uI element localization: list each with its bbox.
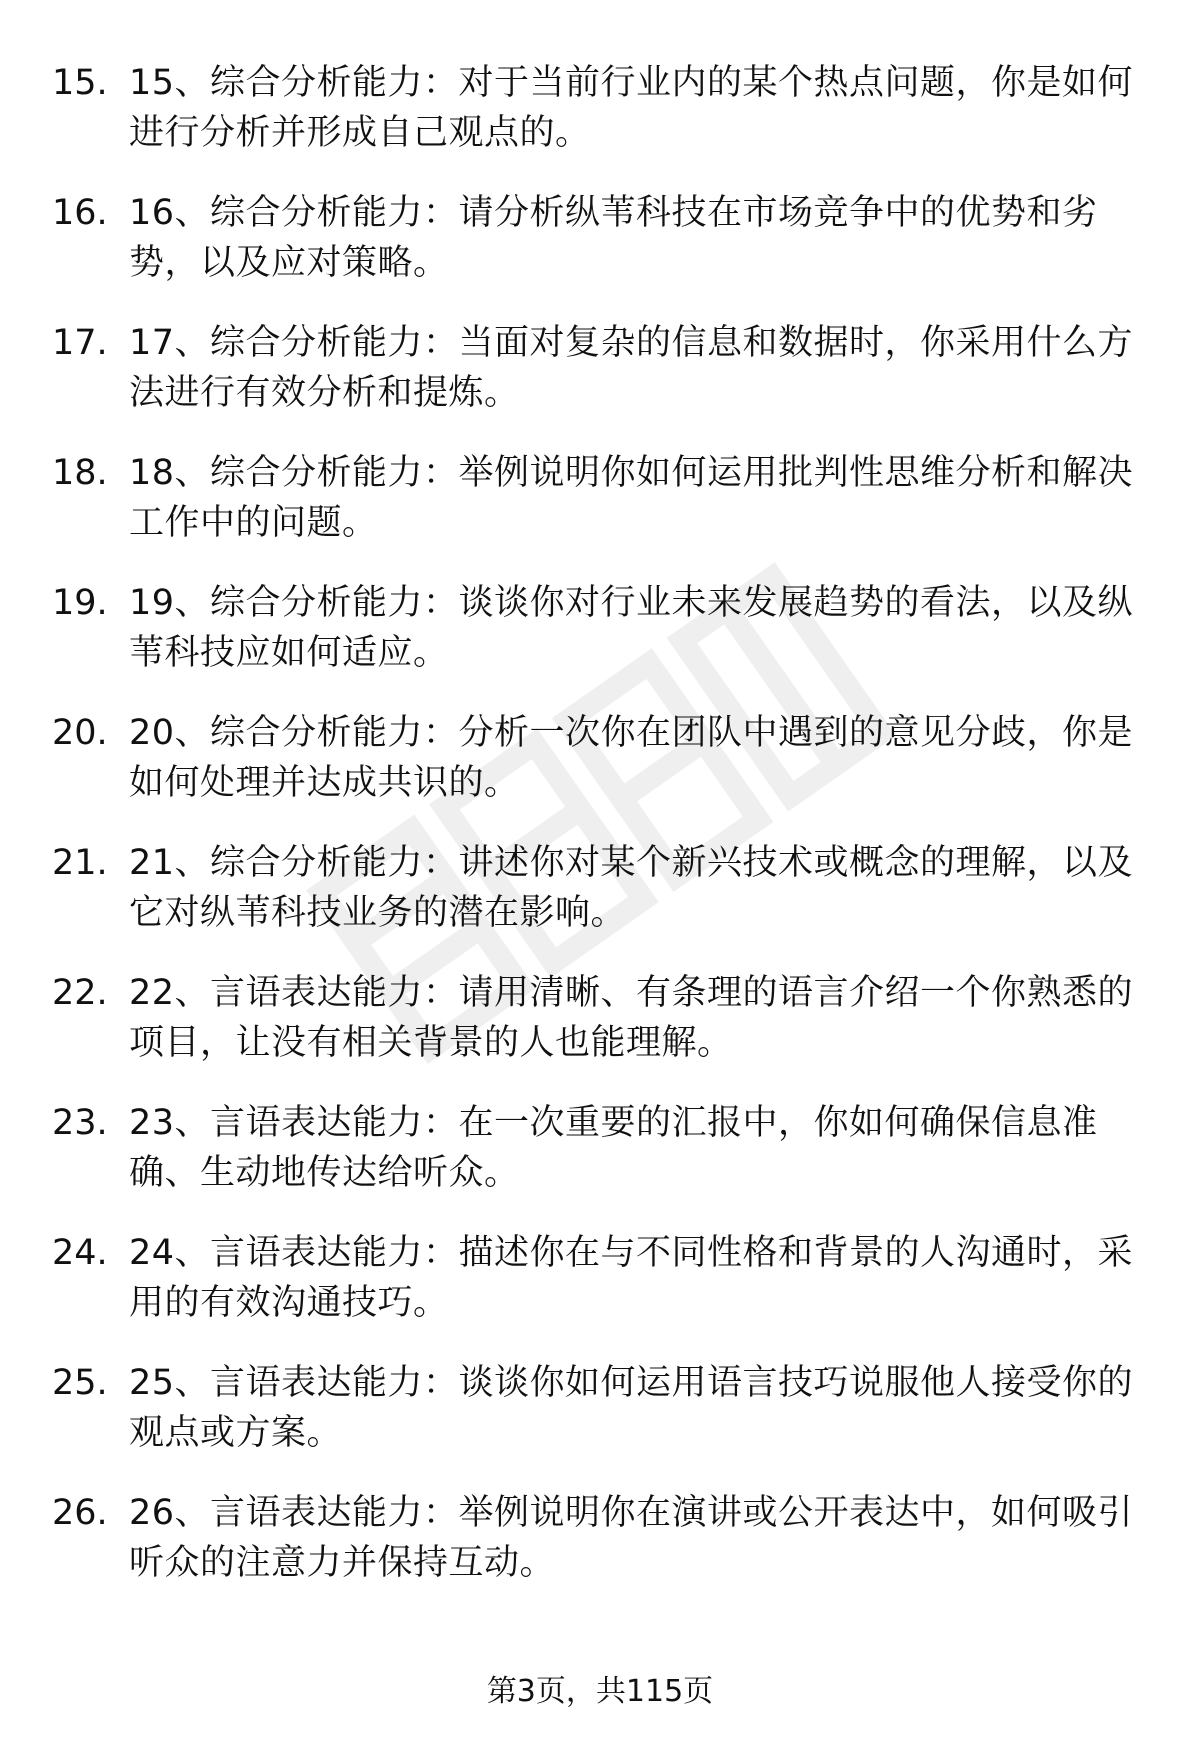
question-number: 18. [52,453,108,493]
question-number: 22. [52,973,108,1013]
question-text: 20、综合分析能力：分析一次你在团队中遇到的意见分歧，你是如何处理并达成共识的。 [129,713,1134,803]
list-item [0,1228,1200,1358]
question-number: 26. [52,1493,108,1533]
question-number: 17. [52,323,108,363]
question-text: 24、言语表达能力：描述你在与不同性格和背景的人沟通时，采用的有效沟通技巧。 [129,1233,1134,1323]
question-number: 16. [52,193,108,233]
question-number: 20. [52,713,108,753]
list-item [0,188,1200,318]
list-item [0,1098,1200,1228]
question-text: 16、综合分析能力：请分析纵苇科技在市场竞争中的优势和劣势，以及应对策略。 [129,193,1098,283]
question-number: 24. [52,1233,108,1273]
question-number: 21. [52,843,108,883]
question-text: 25、言语表达能力：谈谈你如何运用语言技巧说服他人接受你的观点或方案。 [129,1363,1134,1453]
list-item [0,1488,1200,1618]
question-text: 17、综合分析能力：当面对复杂的信息和数据时，你采用什么方法进行有效分析和提炼。 [129,323,1134,413]
question-number: 15. [52,63,108,103]
question-text: 19、综合分析能力：谈谈你对行业未来发展趋势的看法，以及纵苇科技应如何适应。 [129,583,1134,673]
question-text: 26、言语表达能力：举例说明你在演讲或公开表达中，如何吸引听众的注意力并保持互动。 [129,1493,1134,1583]
list-item [0,708,1200,838]
list-item [0,1358,1200,1488]
list-item [0,578,1200,708]
question-number: 23. [52,1103,108,1143]
question-text: 23、言语表达能力：在一次重要的汇报中，你如何确保信息准确、生动地传达给听众。 [129,1103,1098,1193]
question-text: 21、综合分析能力：讲述你对某个新兴技术或概念的理解，以及它对纵苇科技业务的潜在影响。 [129,843,1134,933]
list-item [0,968,1200,1098]
page-number-footer: 第3页，共115页 [486,1674,714,1709]
question-text: 18、综合分析能力：举例说明你如何运用批判性思维分析和解决工作中的问题。 [129,453,1134,543]
question-list [0,58,1200,1618]
question-text: 15、综合分析能力：对于当前行业内的某个热点问题，你是如何进行分析并形成自己观点的。 [129,63,1134,153]
question-number: 25. [52,1363,108,1403]
question-text: 22、言语表达能力：请用清晰、有条理的语言介绍一个你熟悉的项目，让没有相关背景的人也能理解。 [129,973,1134,1063]
list-item [0,318,1200,448]
list-item [0,58,1200,188]
question-number: 19. [52,583,108,623]
list-item [0,838,1200,968]
list-item [0,448,1200,578]
